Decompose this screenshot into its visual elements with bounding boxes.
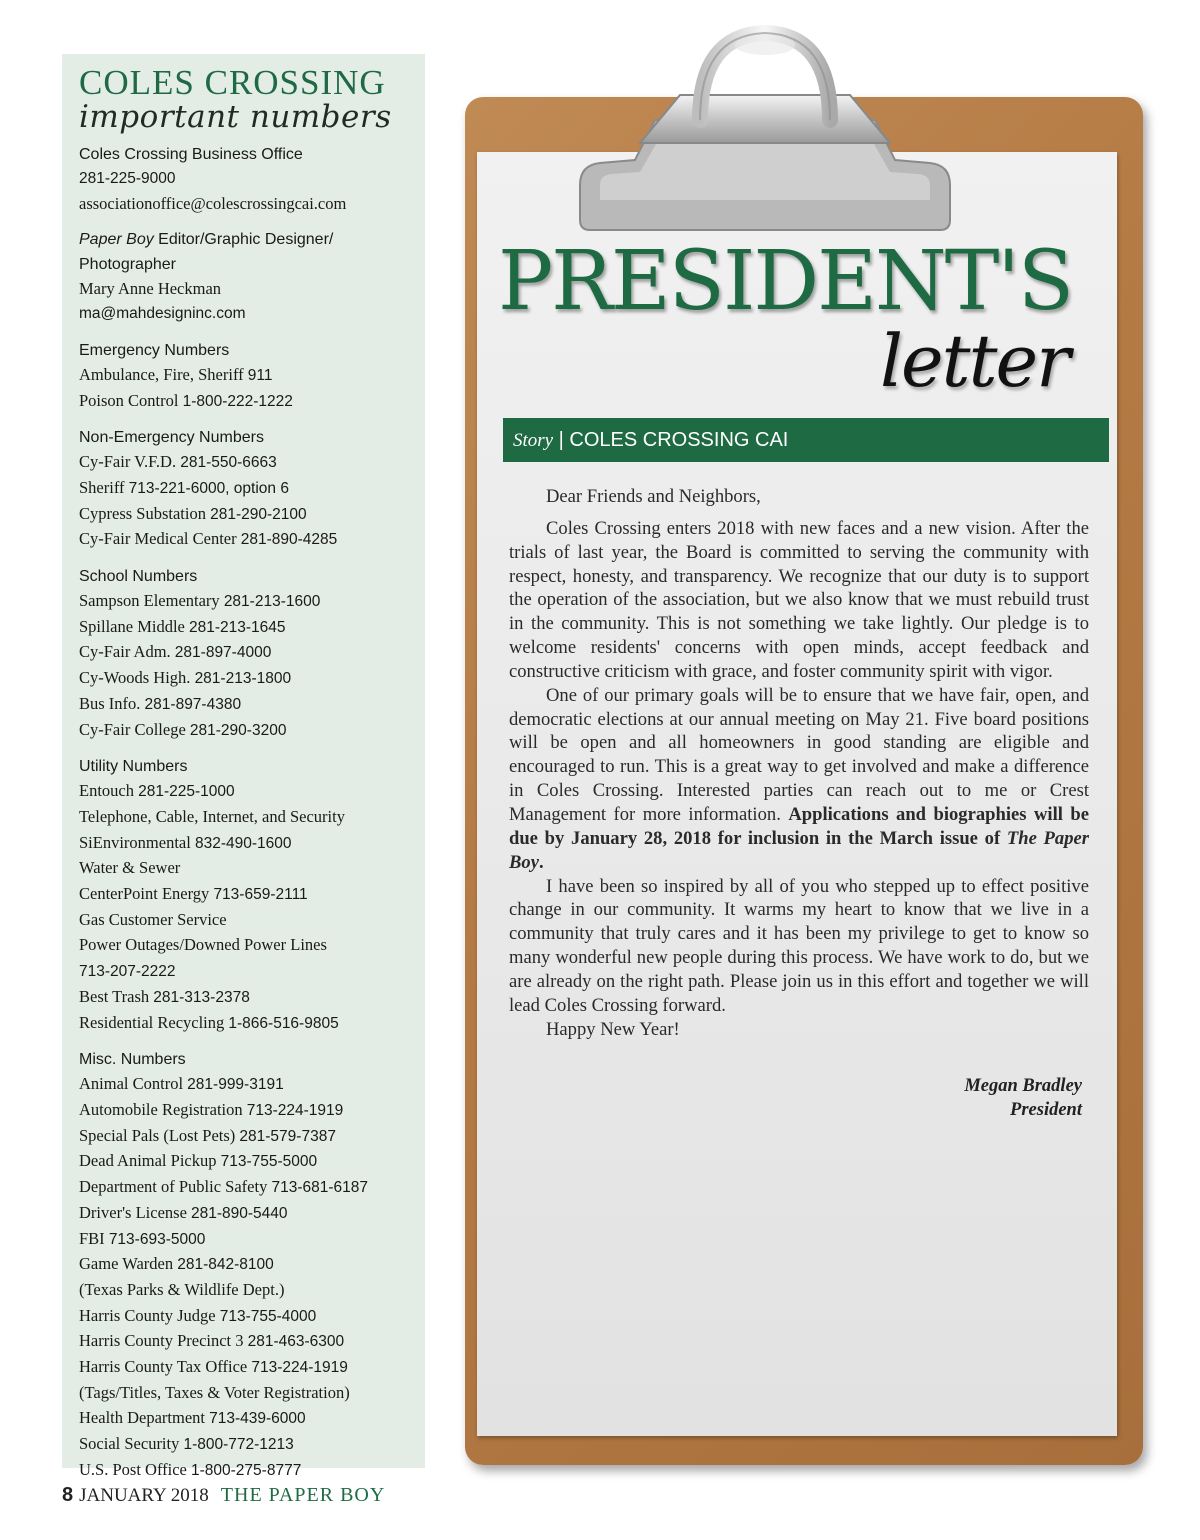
phone-entry — [79, 640, 425, 666]
phone-entry-number[interactable]: 713-224-1919 — [251, 1359, 348, 1377]
phone-entry-number[interactable]: 1-800-275-8777 — [191, 1461, 302, 1479]
clipboard-clip-icon — [560, 25, 970, 235]
phone-entry — [79, 1011, 425, 1037]
phone-entry — [79, 589, 425, 615]
phone-entry-label: Cy-Fair College — [79, 719, 190, 739]
phone-entry-number[interactable]: 281-290-2100 — [210, 505, 307, 523]
phone-entry-label: SiEnvironmental — [79, 832, 195, 852]
letter-closing: Happy New Year! — [546, 1018, 680, 1040]
issue-date: JANUARY 2018 — [79, 1485, 209, 1506]
phone-entry — [79, 1304, 425, 1330]
phone-entry — [79, 1227, 425, 1253]
phone-entry-label: (Texas Parks & Wildlife Dept.) — [79, 1279, 285, 1299]
phone-entry — [79, 985, 425, 1011]
phone-entry-number[interactable]: 281-225-1000 — [138, 783, 235, 801]
phone-entry — [79, 908, 425, 934]
phone-entry — [79, 1175, 425, 1201]
editor-heading-line2: Photographer — [79, 256, 176, 274]
phone-entry-number[interactable]: 832-490-1600 — [194, 834, 292, 852]
phone-entry-label: Residential Recycling — [79, 1012, 229, 1032]
business-office-email[interactable]: associationoffice@colescrossingcai.com — [79, 193, 347, 213]
phone-entry-label: Special Pals (Lost Pets) — [79, 1125, 240, 1145]
phone-entry-label: Water & Sewer — [79, 858, 181, 878]
letter-paragraph-2-bold: Applications and biographies will be due by January 28, 2018 for inclusion in the March issue of — [509, 803, 1089, 849]
phone-entry — [79, 1406, 425, 1432]
phone-section — [79, 1047, 425, 1483]
business-office-phone: 281-225-9000 — [79, 170, 176, 187]
phone-entry — [79, 666, 425, 692]
phone-entry — [79, 831, 425, 857]
phone-entry-number[interactable]: 281-550-6663 — [180, 454, 277, 472]
phone-entry — [79, 1252, 425, 1278]
business-office-section — [79, 142, 425, 216]
letter-greeting: Dear Friends and Neighbors, — [546, 486, 761, 507]
phone-entry-label: Harris County Judge — [79, 1305, 220, 1325]
phone-entry — [79, 856, 425, 882]
phone-entry-number[interactable]: 281-290-3200 — [189, 721, 287, 739]
phone-entry — [79, 1149, 425, 1175]
phone-entry-number[interactable]: 713-755-5000 — [220, 1153, 318, 1171]
magazine-name: THE PAPER BOY — [220, 1484, 386, 1506]
signature-name: Megan Bradley — [964, 1076, 1082, 1096]
phone-entry — [79, 502, 425, 528]
phone-entry-label: Cy-Fair Adm. — [79, 642, 175, 662]
letter-paragraph-2-publication: The Paper Boy — [509, 827, 1089, 873]
phone-entry — [79, 1329, 425, 1355]
phone-entry — [79, 527, 425, 553]
phone-entry-number[interactable]: 281-999-3191 — [187, 1076, 284, 1094]
phone-entry — [79, 959, 425, 985]
phone-entry-number[interactable]: 713-207-2222 — [79, 963, 176, 981]
phone-entry — [79, 692, 425, 718]
letter-body — [509, 485, 1089, 1041]
phone-entry-label: Harris County Tax Office — [79, 1357, 252, 1377]
phone-entry-label: Animal Control — [79, 1074, 188, 1094]
phone-entry-label: Department of Public Safety — [79, 1177, 272, 1197]
phone-entry-number[interactable]: 1-800-222-1222 — [182, 392, 293, 410]
phone-entry-label: Bus Info. — [79, 693, 145, 713]
sidebar-title: COLES CROSSING — [79, 63, 386, 102]
phone-entry-label: Cy-Woods High. — [79, 668, 195, 688]
phone-section — [79, 425, 425, 553]
phone-section-heading: Misc. Numbers — [79, 1051, 186, 1069]
phone-section-heading: Non-Emergency Numbers — [79, 429, 264, 447]
letter-paragraph-2-text: One of our primary goals will be to ensure that we have fair, open, and democratic elections at our annual meeting on May 21. Five board positions will be open and all homeowners in good standing are eligible and encouraged to run. This is a great way to get involved and make a difference in Coles Crossing. Interested parties can reach out to me or Crest Management for more information. — [509, 684, 1089, 825]
phone-entry-label: Cy-Fair V.F.D. — [79, 452, 181, 472]
phone-entry — [79, 1381, 425, 1407]
phone-section — [79, 338, 425, 414]
phone-entry-label: Sampson Elementary — [79, 591, 224, 611]
phone-entry-label: Automobile Registration — [79, 1099, 247, 1119]
story-label: Story — [513, 430, 554, 451]
letter-paragraph-1: Coles Crossing enters 2018 with new faces and a new vision. After the trials of last year, the Board is committed to serving the community with respect, honesty, and transparency. We recognize that our duty is to support the operation of the association, but we also know that we must rebuild trust in the community. This is not something we take lightly. Our pledge is to welcome residents' concerns with open minds, accept feedback and constructive criticism with grace, and foster community spirit with vigor. — [509, 517, 1089, 682]
phone-entry-label: Social Security — [79, 1434, 184, 1454]
phone-entry-label: Harris County Precinct 3 — [79, 1331, 248, 1351]
phone-entry-label: Gas Customer Service — [79, 909, 227, 929]
editor-heading-publication: Paper Boy — [79, 231, 154, 249]
phone-entry-label: Telephone, Cable, Internet, and Security — [79, 806, 345, 826]
phone-entry — [79, 1072, 425, 1098]
phone-entry-label: Cypress Substation — [79, 503, 211, 523]
phone-entry-number[interactable]: 281-213-1645 — [189, 618, 286, 636]
phone-entry-number[interactable]: 281-897-4000 — [174, 644, 272, 662]
article-title: PRESIDENT'S — [498, 234, 1073, 329]
phone-entry-label: Dead Animal Pickup — [79, 1151, 221, 1171]
phone-entry — [79, 933, 425, 959]
phone-entry-number[interactable]: 713-755-4000 — [219, 1307, 317, 1325]
phone-entry — [79, 1278, 425, 1304]
letter-paragraph-2-bold-end: . — [538, 851, 544, 873]
phone-entry-number[interactable]: 281-313-2378 — [153, 988, 250, 1006]
sidebar-subtitle: important numbers — [79, 99, 392, 135]
phone-entry-label: Power Outages/Downed Power Lines — [79, 935, 327, 955]
phone-entry — [79, 779, 425, 805]
phone-entry-number[interactable]: 713-693-5000 — [108, 1230, 206, 1248]
phone-entry-number[interactable]: 281-897-4380 — [144, 695, 242, 713]
phone-entry-number[interactable]: 1-800-772-1213 — [183, 1436, 294, 1454]
phone-entry-number[interactable]: 281-463-6300 — [247, 1333, 345, 1351]
page-footer — [62, 1484, 385, 1507]
phone-entry — [79, 389, 425, 415]
phone-section-heading: School Numbers — [79, 568, 198, 586]
letter-paragraph-3: I have been so inspired by all of you who stepped up to effect positive change in our community. It warms my heart to know that we live in a community that truly cares and it has been my privilege to get to know so many wonderful new people during this process. We have work to do, but we are already on the right path. Please join us in this effort and together we will lead Coles Crossing forward. — [509, 875, 1089, 1016]
phone-entry — [79, 476, 425, 502]
phone-entry — [79, 718, 425, 744]
phone-entry-number[interactable]: 281-842-8100 — [177, 1256, 274, 1274]
phone-section — [79, 564, 425, 743]
signature-block — [860, 1075, 1082, 1122]
phone-entry — [79, 615, 425, 641]
phone-entry-number[interactable]: 281-579-7387 — [239, 1127, 336, 1145]
phone-entry — [79, 805, 425, 831]
phone-entry-label: CenterPoint Energy — [79, 884, 214, 904]
phone-entry — [79, 1124, 425, 1150]
phone-entry-number[interactable]: 713-224-1919 — [246, 1101, 344, 1119]
phone-entry — [79, 1432, 425, 1458]
phone-entry — [79, 450, 425, 476]
article-subtitle: letter — [880, 319, 1069, 403]
phone-section-heading: Emergency Numbers — [79, 341, 230, 359]
story-source: | COLES CROSSING CAI — [553, 429, 789, 451]
phone-entry-number[interactable]: 713-439-6000 — [209, 1410, 306, 1428]
phone-entry-label: Entouch — [79, 781, 139, 801]
phone-entry — [79, 882, 425, 908]
phone-entry-label: (Tags/Titles, Taxes & Voter Registration) — [79, 1382, 350, 1402]
phone-entry — [79, 363, 425, 389]
phone-entry — [79, 1098, 425, 1124]
phone-entry-label: Poison Control — [79, 390, 183, 410]
phone-entry-label: Health Department — [79, 1408, 210, 1428]
phone-entry — [79, 1201, 425, 1227]
phone-entry-number[interactable]: 281-890-5440 — [191, 1204, 288, 1222]
letter-paragraph-2 — [509, 684, 1089, 875]
editor-heading-role: Editor/Graphic Designer/ — [153, 231, 334, 249]
phone-entry-label: Sheriff — [79, 477, 129, 497]
phone-entry-number[interactable]: 911 — [247, 366, 273, 384]
phone-entry — [79, 1458, 425, 1484]
phone-entry-label: Cy-Fair Medical Center — [79, 529, 241, 549]
page-number: 8 — [62, 1484, 74, 1506]
phone-entry-label: Ambulance, Fire, Sheriff — [79, 364, 248, 384]
phone-entry-number[interactable]: 713-659-2111 — [213, 886, 308, 904]
phone-entry-label: Driver's License — [79, 1202, 192, 1222]
phone-entry-number[interactable]: 281-890-4285 — [240, 531, 338, 549]
phone-entry-number[interactable]: 1-866-516-9805 — [228, 1014, 339, 1032]
editor-heading — [79, 227, 425, 252]
phone-entry-number[interactable]: 281-213-1600 — [223, 593, 321, 611]
phone-entry-label: Best Trash — [79, 986, 154, 1006]
editor-name: Mary Anne Heckman — [79, 279, 222, 299]
phone-section-heading: Utility Numbers — [79, 758, 188, 776]
phone-sections — [79, 338, 425, 1484]
phone-entry-number[interactable]: 281-213-1800 — [194, 670, 292, 688]
phone-entry-label: FBI — [79, 1228, 109, 1248]
signature-title: President — [1010, 1099, 1082, 1120]
phone-entry-label: Game Warden — [79, 1254, 178, 1274]
business-office-heading: Coles Crossing Business Office — [79, 146, 303, 163]
phone-section — [79, 754, 425, 1036]
phone-entry-label: U.S. Post Office — [79, 1459, 191, 1479]
important-numbers-sidebar — [62, 54, 425, 1479]
phone-entry — [79, 1355, 425, 1381]
phone-entry-number[interactable]: 713-681-6187 — [271, 1179, 368, 1197]
phone-entry-number[interactable]: 713-221-6000, option 6 — [128, 479, 289, 497]
phone-entry-label: Spillane Middle — [79, 616, 189, 636]
editor-email[interactable]: ma@mahdesigninc.com — [79, 305, 246, 323]
editor-section — [79, 227, 425, 326]
story-byline-bar — [503, 418, 1109, 462]
